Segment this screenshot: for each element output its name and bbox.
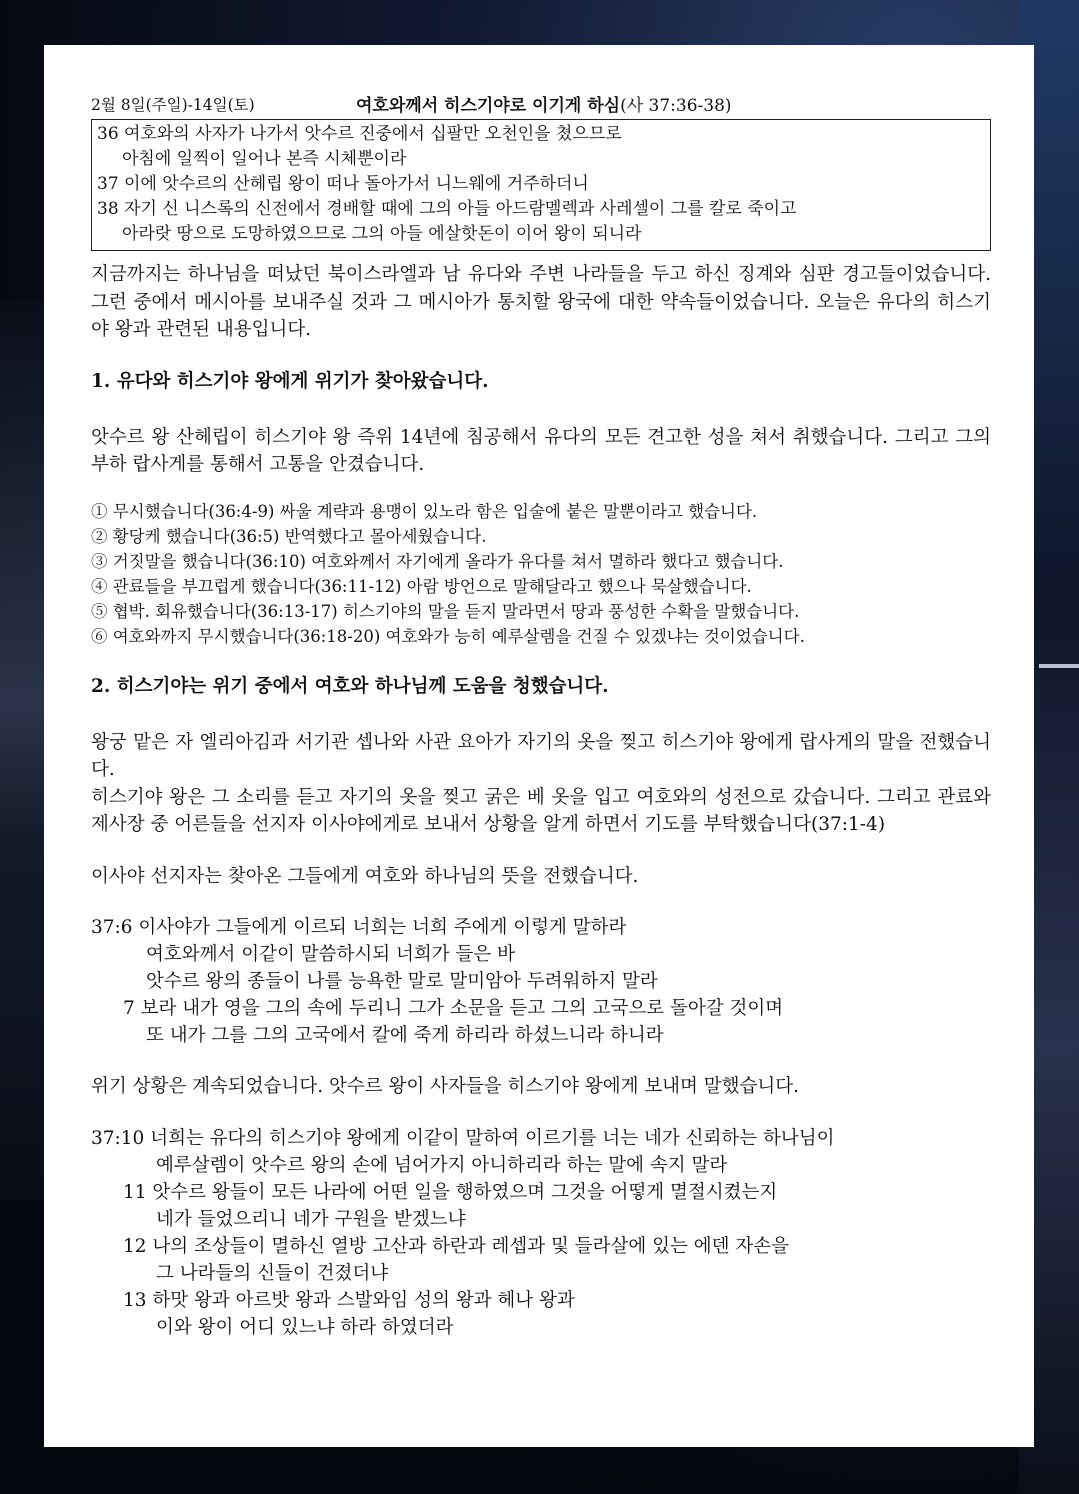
list-item: ⑥ 여호와까지 무시했습니다(36:18-20) 여호와가 능히 예루살렘을 건질 수 있겠냐는 것이었습니다. bbox=[91, 626, 805, 646]
section-2-paragraph-4: 위기 상황은 계속되었습니다. 앗수르 왕이 사자들을 히스기야 왕에게 보내며 말했습니다. bbox=[91, 1076, 800, 1097]
quote-line: 7 보라 내가 영을 그의 속에 두리니 그가 소문을 듣고 그의 고국으로 돌아갈 것이며 bbox=[123, 998, 784, 1019]
section-1-list bbox=[91, 499, 991, 649]
title-text: 여호와께서 히스기야로 이기게 하심 bbox=[356, 96, 621, 116]
scripture-reference: (사 37:36-38) bbox=[620, 96, 732, 116]
intro-paragraph: 지금까지는 하나님을 떠났던 북이스라엘과 남 유다와 주변 나라들을 두고 하신 징계와 심판 경고들이었습니다. 그런 중에서 메시아를 보내주실 것과 그 메시아가 통치할 왕국에 대한 약속들이었습니다. 오늘은 유다의 히스기야 왕과 관련된 내용입니다. bbox=[91, 264, 991, 340]
list-item: ④ 관료들을 부끄럽게 했습니다(36:11-12) 아람 방언으로 말해달라고 했으나 묵살했습니다. bbox=[91, 576, 752, 596]
quote-line: 예루살렘이 앗수르 왕의 손에 넘어가지 아니하리라 하는 말에 속지 말라 bbox=[156, 1154, 728, 1176]
verse-line: 38 자기 신 니스록의 신전에서 경배할 때에 그의 아들 아드람멜렉과 사레셀이 그를 칼로 죽이고 bbox=[97, 199, 797, 219]
verse-36 bbox=[97, 122, 984, 172]
verse-line: 37 이에 앗수르의 산헤립 왕이 떠나 돌아가서 니느웨에 거주하더니 bbox=[97, 174, 589, 194]
section-1-heading: 1. 유다와 히스기야 왕에게 위기가 찾아왔습니다. bbox=[91, 370, 489, 392]
background-left-glow bbox=[0, 300, 45, 1200]
scripture-box bbox=[91, 119, 991, 251]
verse-line: 36 여호와의 사자가 나가서 앗수르 진중에서 십팔만 오천인을 쳤으므로 bbox=[97, 124, 622, 144]
section-2-heading: 2. 히스기야는 위기 중에서 여호와 하나님께 도움을 청했습니다. bbox=[91, 675, 609, 697]
verse-38 bbox=[97, 197, 984, 247]
page-title bbox=[356, 91, 732, 116]
section-2-paragraph-2: 히스기야 왕은 그 소리를 듣고 자기의 옷을 찢고 굵은 베 옷을 입고 여호와의 성전으로 갔습니다. 그리고 관료와 제사장 중 어른들을 선지자 이사야에게로 보내서 상황을 알게 하면서 기도를 부탁했습니다(37:1-4) bbox=[91, 786, 991, 835]
quote-37-10 bbox=[91, 1125, 991, 1341]
quote-line: 여호와께서 이같이 말씀하시되 너희가 들은 바 bbox=[146, 944, 515, 965]
list-item: ② 황당케 했습니다(36:5) 반역했다고 몰아세웠습니다. bbox=[91, 526, 487, 546]
verse-line-continued: 아라랏 땅으로 도망하였으므로 그의 아들 에살핫돈이 이어 왕이 되니라 bbox=[122, 224, 642, 244]
section-2-paragraph-1: 왕궁 맡은 자 엘리아김과 서기관 셉나와 사관 요아가 자기의 옷을 찢고 히스기야 왕에게 랍사게의 말을 전했습니다. bbox=[91, 731, 991, 780]
list-item: ③ 거짓말을 했습니다(36:10) 여호와께서 자기에게 올라가 유다를 쳐서 멸하라 했다고 했습니다. bbox=[91, 551, 784, 571]
document-content bbox=[91, 85, 991, 1341]
list-item: ① 무시했습니다(36:4-9) 싸울 계략과 용맹이 있노라 함은 입술에 붙은 말뿐이라고 했습니다. bbox=[91, 501, 758, 521]
section-2-paragraph-3: 이사야 선지자는 찾아온 그들에게 여호와 하나님의 뜻을 전했습니다. bbox=[91, 865, 639, 887]
verse-37 bbox=[97, 172, 984, 197]
list-item: ⑤ 협박. 회유했습니다(36:13-17) 히스기야의 말을 듣지 말라면서 땅과 풍성한 수확을 말했습니다. bbox=[91, 601, 800, 621]
quote-line: 37:6 이사야가 그들에게 이르되 너희는 너희 주에게 이렇게 말하라 bbox=[91, 917, 627, 938]
quote-line: 13 하맛 왕과 아르밧 왕과 스발와임 성의 왕과 헤나 왕과 bbox=[123, 1289, 575, 1311]
quote-line: 네가 들었으리니 네가 구원을 받겠느냐 bbox=[156, 1208, 466, 1230]
quote-37-6 bbox=[91, 914, 991, 1049]
document-sheet bbox=[44, 45, 1034, 1447]
quote-line: 12 나의 조상들이 멸하신 열방 고산과 하란과 레셉과 및 들라살에 있는 에덴 자손을 bbox=[123, 1235, 789, 1257]
quote-line: 그 나라들의 신들이 건졌더냐 bbox=[156, 1262, 389, 1284]
quote-line: 37:10 너희는 유다의 히스기야 왕에게 이같이 말하여 이르기를 너는 네가 신뢰하는 하나님이 bbox=[91, 1127, 835, 1149]
header bbox=[91, 85, 991, 115]
date-range: 2월 8일(주일)-14일(토) bbox=[91, 96, 255, 114]
quote-line: 또 내가 그를 그의 고국에서 칼에 죽게 하리라 하셨느니라 하니라 bbox=[146, 1025, 664, 1046]
quote-line: 이와 왕이 어디 있느냐 하라 하였더라 bbox=[156, 1316, 454, 1338]
section-1-paragraph: 앗수르 왕 산헤립이 히스기야 왕 즉위 14년에 침공해서 유다의 모든 견고한 성을 쳐서 취했습니다. 그리고 그의 부하 랍사게를 통해서 고통을 안겼습니다. bbox=[91, 426, 991, 475]
quote-line: 11 앗수르 왕들이 모든 나라에 어떤 일을 행하였으며 그것을 어떻게 멸절시켰는지 bbox=[123, 1181, 778, 1203]
background-light-streak bbox=[1039, 664, 1079, 668]
quote-line: 앗수르 왕의 종들이 나를 능욕한 말로 말미암아 두려워하지 말라 bbox=[146, 971, 658, 992]
verse-line-continued: 아침에 일찍이 일어나 본즉 시체뿐이라 bbox=[122, 149, 407, 169]
